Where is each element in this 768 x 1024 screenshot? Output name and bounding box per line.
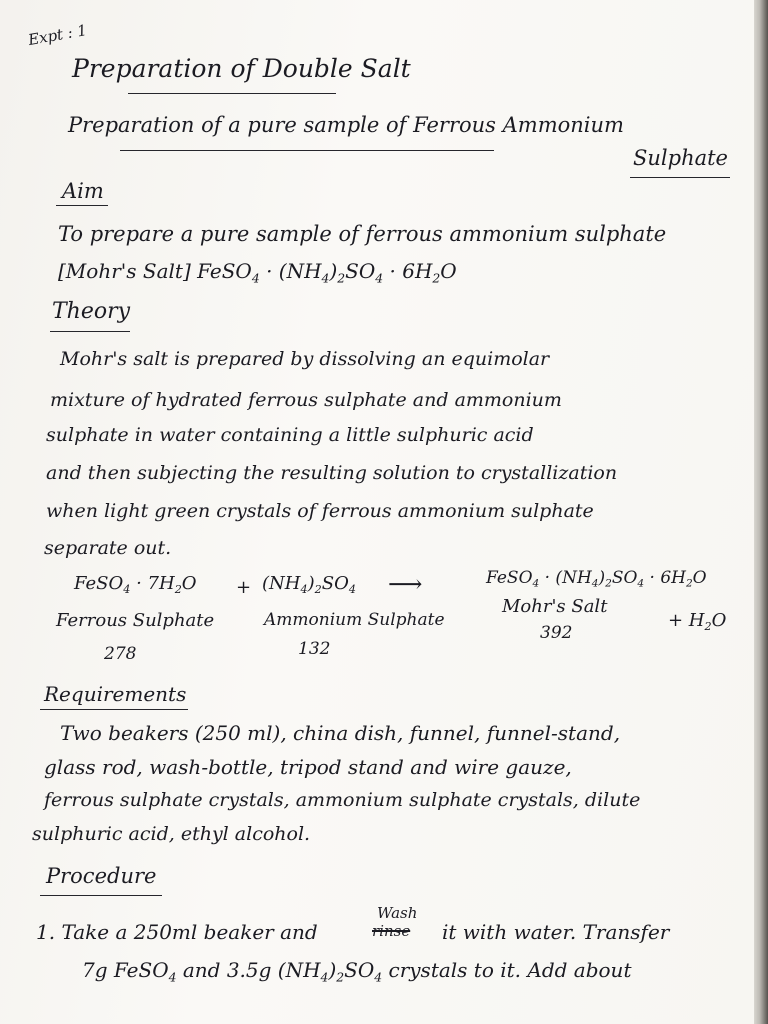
page-title: Preparation of Double Salt (72, 54, 411, 83)
experiment-number: Expt : 1 (26, 21, 89, 50)
aim-line-1: To prepare a pure sample of ferrous ammonium sulphate (58, 222, 667, 246)
product-name: Mohr's Salt (502, 596, 608, 617)
subtitle-line-2-underline (630, 177, 730, 178)
equation-reactant-1: FeSO$_4$ · $7H_2O$ (74, 573, 197, 596)
aim-heading: Aim (62, 179, 104, 203)
requirements-line-4: sulphuric acid, ethyl alcohol. (32, 823, 311, 845)
product-molar-mass: 392 (540, 623, 573, 643)
equation-reactant-2: $(NH_4)_2SO_4$ (262, 573, 356, 596)
theory-underline (50, 331, 130, 332)
procedure-step-1-crossed-word: rinse (372, 922, 411, 940)
procedure-step-1-line-2: 7g FeSO$_4$ and 3.5g $(NH_4)_2SO_4$ crystals to it. Add about (82, 958, 632, 985)
reactant-1-molar-mass: 278 (104, 644, 137, 664)
requirements-line-1: Two beakers (250 ml), china dish, funnel, funnel-stand, (60, 721, 621, 745)
theory-line-2: mixture of hydrated ferrous sulphate and ammonium (50, 389, 562, 411)
aim-underline (56, 205, 108, 206)
procedure-step-1-end: it with water. Transfer (442, 920, 670, 944)
requirements-underline (40, 709, 188, 710)
subtitle-line-1: Preparation of a pure sample of Ferrous Ammonium (68, 113, 624, 137)
reactant-2-name: Ammonium Sulphate (264, 610, 445, 630)
reactant-1-name: Ferrous Sulphate (56, 610, 215, 631)
theory-line-5: when light green crystals of ferrous ammonium sulphate (46, 500, 594, 522)
subtitle-underline (120, 150, 494, 151)
requirements-line-2: glass rod, wash-bottle, tripod stand and wire gauze, (44, 755, 572, 779)
equation-product: FeSO$_4$ · $(NH_4)_2SO_4 \cdot 6H_2O$ (486, 568, 707, 590)
theory-heading: Theory (52, 299, 131, 324)
procedure-step-1-inserted-word: Wash (377, 904, 418, 922)
reactant-2-molar-mass: 132 (298, 639, 331, 659)
procedure-heading: Procedure (46, 864, 157, 888)
requirements-heading: Requirements (44, 682, 187, 706)
aim-line-2: [Mohr's Salt] FeSO$_4$ · $(NH_4)_2SO_4 \cdot 6H_2O$ (58, 259, 457, 286)
theory-line-4: and then subjecting the resulting solution to crystallization (46, 462, 618, 484)
equation-byproduct: + $H_2O$ (668, 610, 727, 633)
procedure-underline (40, 895, 162, 896)
procedure-step-1-start: 1. Take a 250ml beaker and (36, 920, 318, 944)
equation-plus: + (236, 577, 252, 598)
notebook-binding-shadow (754, 0, 768, 1024)
theory-line-3: sulphate in water containing a little sulphuric acid (46, 424, 534, 446)
theory-line-1: Mohr's salt is prepared by dissolving an equimolar (60, 348, 550, 370)
subtitle-line-2: Sulphate (633, 146, 728, 170)
requirements-line-3: ferrous sulphate crystals, ammonium sulphate crystals, dilute (44, 789, 641, 811)
equation-arrow: ⟶ (388, 570, 423, 598)
theory-line-6: separate out. (44, 537, 172, 559)
title-underline (128, 93, 336, 94)
